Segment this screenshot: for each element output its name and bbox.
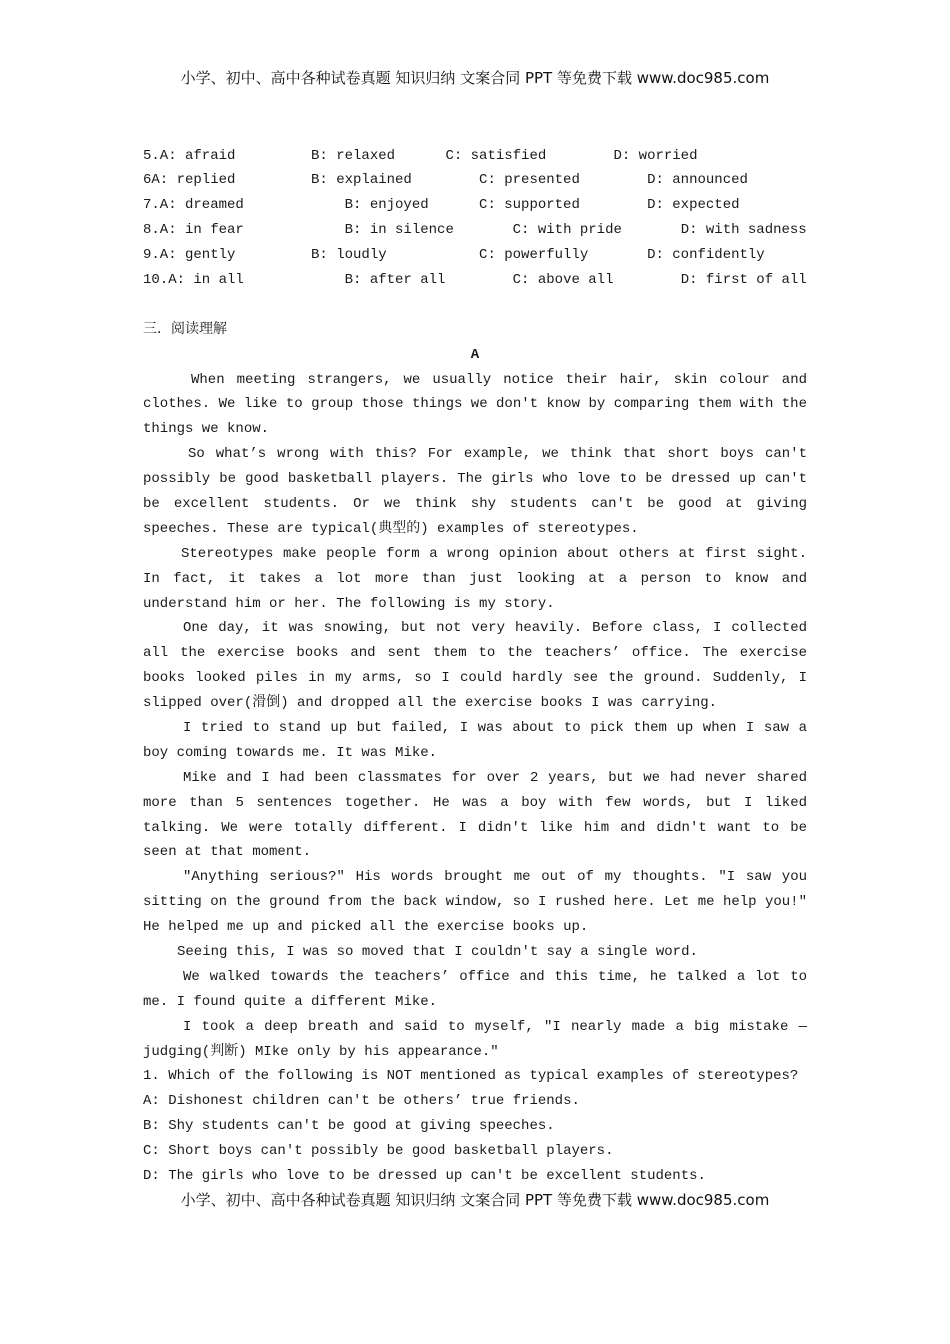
option-c: C: presented	[479, 172, 580, 189]
cloze-options-row-7	[143, 193, 807, 218]
option-a: 5.A: afraid	[143, 147, 236, 164]
option-c: C: above all	[512, 271, 614, 288]
option-a: 10.A: in all	[143, 271, 244, 288]
passage-line: possibly be good basketball players. The girls who love to be dressed up can't	[143, 471, 807, 488]
option-b: B: explained	[311, 172, 412, 189]
option-b: B: enjoyed	[344, 197, 429, 214]
passage-line: speeches. These are typical(典型的) examples of stereotypes.	[143, 520, 639, 537]
passage-paragraph	[143, 940, 807, 965]
passage-line: me. I found quite a different Mike.	[143, 993, 438, 1010]
option-c: C: with pride	[512, 222, 622, 239]
cloze-options-row-9	[143, 243, 807, 268]
passage-line: Seeing this, I was so moved that I couldn't say a single word.	[177, 944, 698, 960]
option-d: D: worried	[613, 147, 698, 164]
passage-line: He helped me up and picked all the exercise books up.	[143, 919, 589, 936]
option-d: D: first of all	[680, 271, 807, 288]
passage-paragraph	[143, 865, 807, 940]
passage-line: judging(判断) MIke only by his appearance."	[143, 1043, 499, 1060]
passage-paragraph	[143, 766, 807, 866]
page-header-banner: 小学、初中、高中各种试卷真题 知识归纳 文案合同 PPT 等免费下载 www.doc985.com	[180, 69, 770, 87]
cloze-options-row-5	[143, 144, 807, 169]
passage-line: In fact, it takes a lot more than just looking at a person to know and	[143, 570, 807, 587]
passage-line: I took a deep breath and said to myself, "I nearly made a big mistake —	[183, 1018, 807, 1035]
passage-line: understand him or her. The following is my story.	[143, 595, 555, 612]
passage-line: I tried to stand up but failed, I was about to pick them up when I saw a	[183, 719, 807, 736]
passage-line: talking. We were totally different. I didn't like him and didn't want to be	[143, 819, 807, 836]
passage-label: A	[470, 346, 480, 363]
passage-line: more than 5 sentences together. He was a boy with few words, but I liked	[143, 794, 807, 811]
option-a: 7.A: dreamed	[143, 197, 244, 214]
passage-line: So what’s wrong with this? For example, we think that short boys can't	[188, 446, 807, 463]
option-d: D: announced	[647, 172, 748, 189]
question-stem: 1. Which of the following is NOT mentioned as typical examples of stereotypes?	[143, 1068, 799, 1085]
question-1	[143, 1064, 807, 1188]
option-b: B: in silence	[344, 222, 454, 239]
passage-line: When meeting strangers, we usually notice their hair, skin colour and	[191, 371, 807, 388]
question-option-b: B: Shy students can't be good at giving speeches.	[143, 1118, 555, 1135]
option-b: B: after all	[344, 271, 446, 288]
passage-line: Stereotypes make people form a wrong opinion about others at first sight.	[181, 545, 807, 562]
passage-line: be excellent students. Or we think shy students can't be good at giving	[143, 495, 807, 512]
passage-paragraph	[143, 965, 807, 1015]
page-content	[143, 144, 807, 1189]
cloze-options-row-6	[143, 168, 807, 193]
passage-paragraph	[143, 368, 807, 443]
page-footer-banner: 小学、初中、高中各种试卷真题 知识归纳 文案合同 PPT 等免费下载 www.doc985.com	[180, 1191, 770, 1209]
passage-line: books looked piles in my arms, so I could hardly see the ground. Suddenly, I	[143, 670, 807, 687]
option-b: B: loudly	[311, 247, 387, 264]
cloze-options-row-10	[143, 268, 807, 293]
passage-paragraph	[143, 1015, 807, 1065]
option-a: 8.A: in fear	[143, 222, 244, 239]
passage-line: clothes. We like to group those things we don't know by comparing them with the	[143, 396, 807, 413]
passage-line: We walked towards the teachers’ office and this time, he talked a lot to	[183, 968, 807, 985]
option-a: 6A: replied	[143, 172, 236, 189]
passage-line: slipped over(滑倒) and dropped all the exercise books I was carrying.	[143, 695, 718, 712]
passage-line: seen at that moment.	[143, 844, 312, 861]
passage-line: "Anything serious?" His words brought me out of my thoughts. "I saw you	[183, 869, 807, 886]
option-c: C: supported	[479, 197, 580, 214]
passage-paragraph	[143, 616, 807, 716]
spacer	[143, 293, 807, 318]
passage-paragraph	[143, 542, 807, 617]
passage-line: One day, it was snowing, but not very heavily. Before class, I collected	[183, 620, 807, 637]
question-option-a: A: Dishonest children can't be others’ true friends.	[143, 1093, 580, 1110]
option-d: D: with sadness	[680, 222, 807, 239]
question-option-c: C: Short boys can't possibly be good basketball players.	[143, 1143, 614, 1160]
passage-line: sitting on the ground from the back window, so I rushed here. Let me help you!"	[143, 894, 807, 911]
option-c: C: powerfully	[479, 247, 589, 264]
passage-line: boy coming towards me. It was Mike.	[143, 744, 438, 761]
passage-line: all the exercise books and sent them to the teachers’ office. The exercise	[143, 645, 807, 662]
passage-line: things we know.	[143, 421, 270, 438]
question-option-d: D: The girls who love to be dressed up can't be excellent students.	[143, 1168, 706, 1185]
cloze-options-row-8	[143, 218, 807, 243]
option-b: B: relaxed	[311, 147, 396, 164]
option-a: 9.A: gently	[143, 247, 236, 264]
option-d: D: expected	[647, 197, 740, 214]
section-title: 三．阅读理解	[143, 321, 227, 338]
option-d: D: confidently	[647, 247, 765, 264]
passage-paragraph	[143, 716, 807, 766]
passage-paragraph	[143, 442, 807, 542]
passage-line: Mike and I had been classmates for over 2 years, but we had never shared	[183, 769, 807, 786]
option-c: C: satisfied	[445, 147, 547, 164]
